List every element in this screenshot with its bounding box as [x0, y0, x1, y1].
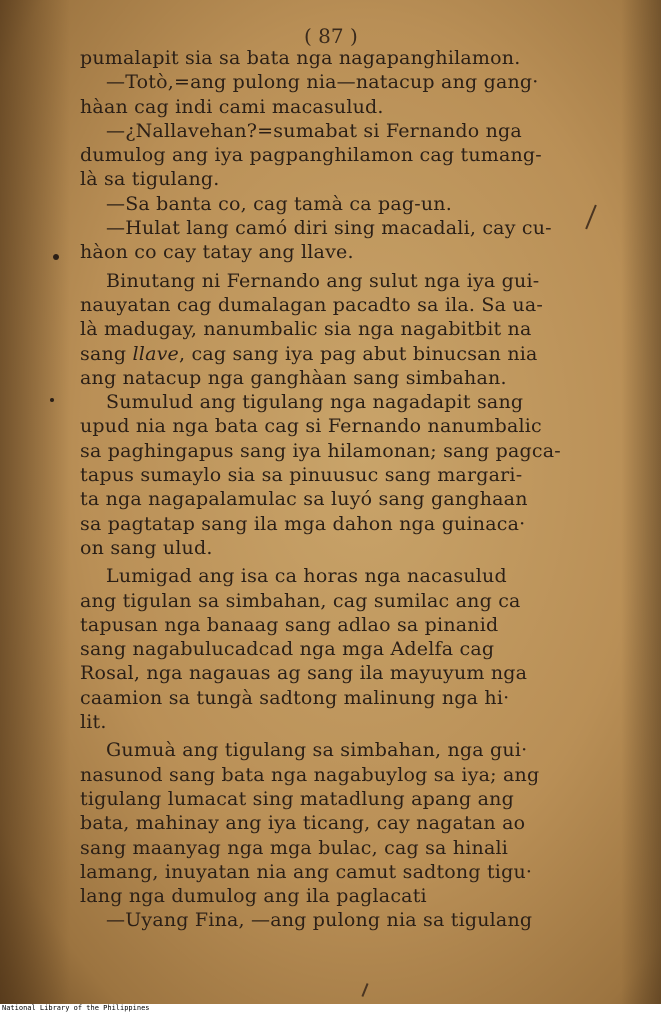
text-line: pumalapit sia sa bata nga nagapanghilamon. — [80, 47, 521, 69]
text-line: là sa tigulang. — [80, 168, 220, 191]
text-line: tigulang lumacat sing matadlung apang ang — [80, 787, 514, 810]
text-line: lamang, inuyatan nia ang camut sadtong tigu· — [80, 860, 533, 883]
margin-dot-mark — [50, 398, 54, 402]
text-line: sang nagabulucadcad nga mga Adelfa cag — [80, 638, 495, 661]
text-line-start: sang — [80, 342, 133, 365]
text-line: sa pagtatap sang ila mga dahon nga guinaca· — [80, 512, 526, 535]
attribution-text: National Library of the Philippines — [2, 1004, 150, 1012]
text-line: —Hulat lang camó diri sing macadali, cay cu- — [106, 217, 552, 240]
footer-strip — [0, 1004, 661, 1013]
text-line: Sumulud ang tigulang nga nagadapit sang — [106, 391, 524, 414]
text-line: lit. — [80, 711, 107, 734]
text-line: on sang ulud. — [80, 536, 213, 559]
text-line: là madugay, nanumbalic sia nga nagabitbit na — [80, 318, 532, 341]
text-line: Lumigad ang isa ca horas nga nacasulud — [106, 565, 507, 588]
text-line-end: , cag sang iya pag abut binucsan nia — [179, 342, 538, 365]
text-line: bata, mahinay ang iya ticang, cay nagatan ao — [80, 812, 526, 835]
italic-word: llave — [132, 342, 179, 365]
text-line: ang natacup nga ganghàan sang simbahan. — [80, 366, 507, 389]
text-line: caamion sa tungà sadtong malinung nga hi· — [80, 686, 510, 709]
text-line: tapusan nga banaag sang adlao sa pinanid — [80, 613, 499, 636]
text-line: lang nga dumulog ang ila paglacati — [80, 885, 427, 908]
text-line: ang tigulan sa simbahan, cag sumilac ang ca — [80, 589, 521, 612]
margin-dot-mark — [53, 254, 59, 260]
text-line: —¿Nallavehan?=sumabat si Fernando nga — [106, 119, 522, 142]
text-line: dumulog ang iya pagpanghilamon cag tumang- — [80, 144, 542, 167]
text-line: —Sa banta co, cag tamà ca pag-un. — [106, 192, 452, 215]
text-line: Binutang ni Fernando ang sulut nga iya gui- — [106, 269, 540, 292]
text-line: upud nia nga bata cag si Fernando nanumbalic — [80, 415, 542, 438]
text-line: hàon co cay tatay ang llave. — [80, 241, 354, 264]
text-line: Gumuà ang tigulang sa simbahan, nga gui· — [106, 739, 528, 762]
text-line: nasunod sang bata nga nagabuylog sa iya; ang — [80, 763, 540, 786]
page-body-text — [80, 46, 590, 933]
bottom-pen-mark — [361, 983, 368, 997]
text-line: Rosal, nga nagauas ag sang ila mayuyum nga — [80, 662, 528, 685]
text-line: ta nga nagapalamulac sa luyó sang ganghaan — [80, 488, 528, 511]
text-line: nauyatan cag dumalagan pacadto sa ila. Sa ua- — [80, 293, 543, 316]
text-line: hàan cag indi cami macasulud. — [80, 95, 384, 118]
text-line: tapus sumaylo sia sa pinuusuc sang margari- — [80, 464, 523, 487]
text-line: sang maanyag nga mga bulac, cag sa hinali — [80, 836, 509, 859]
page-number: ( 87 ) — [304, 24, 358, 48]
text-line: —Totò,=ang pulong nia—natacup ang gang· — [106, 71, 539, 94]
text-line — [80, 342, 590, 366]
text-line: —Uyang Fina, —ang pulong nia sa tigulang — [106, 909, 533, 932]
text-line: sa paghingapus sang iya hilamonan; sang pagca- — [80, 439, 561, 462]
